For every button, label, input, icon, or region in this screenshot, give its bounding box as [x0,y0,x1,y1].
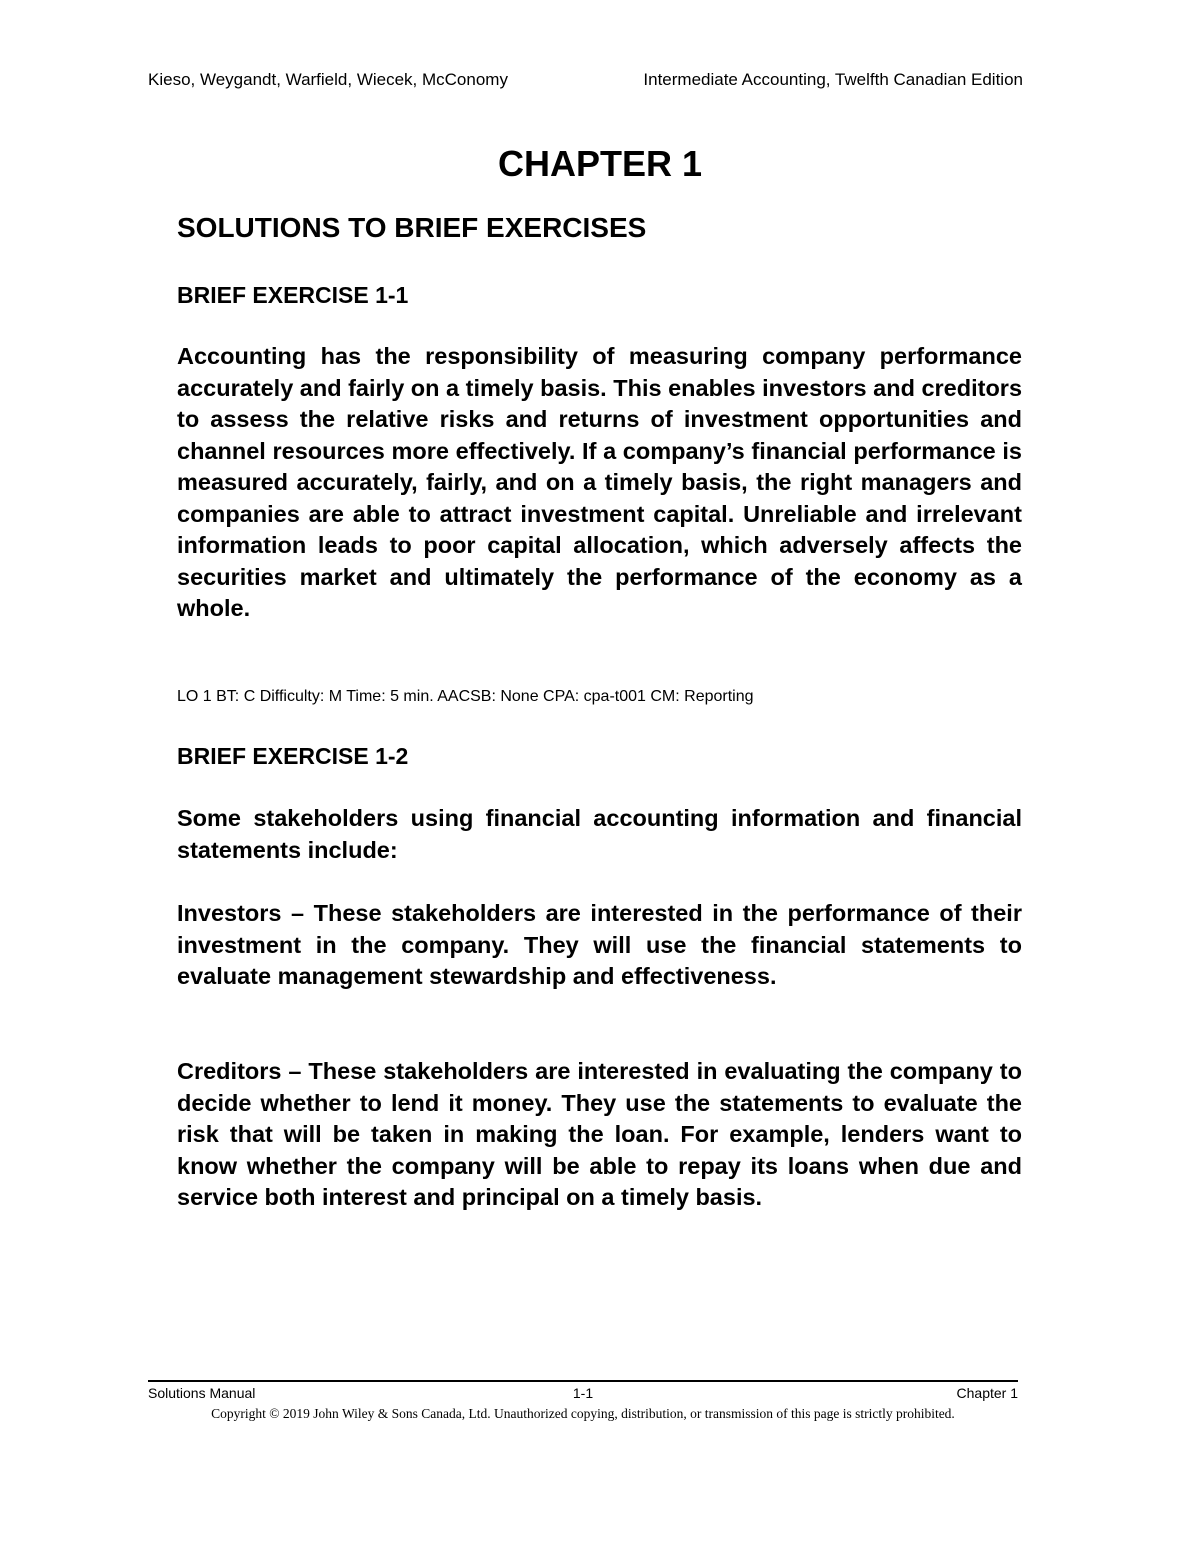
exercise-1-heading: BRIEF EXERCISE 1-1 [177,282,409,308]
exercise-1-meta: LO 1 BT: C Difficulty: M Time: 5 min. AACSB: None CPA: cpa-t001 CM: Reporting [177,688,754,705]
section-title: SOLUTIONS TO BRIEF EXERCISES [177,212,647,243]
copyright-notice: Copyright © 2019 John Wiley & Sons Canada, Ltd. Unauthorized copying, distribution, or transmission of this page is strictly prohibited. [211,1406,955,1421]
exercise-1-body: Accounting has the responsibility of measuring company performance accurately and fairly on a timely basis. This enables investors and creditors to assess the relative risks and returns of investment opportunities and channel resources more effectively. If a company’s financial performance is measured accurately, fairly, and on a timely basis, the right managers and companies are able to attract investment capital. Unreliable and irrelevant information leads to poor capital allocation, which adversely affects the securities market and ultimately the performance of the economy as a whole. [177,343,1023,621]
chapter-title: CHAPTER 1 [497,143,703,184]
exercise-2-creditors: Creditors – These stakeholders are interested in evaluating the company to decide whether to lend it money. They use the statements to evaluate the risk that will be taken in making the loan. For example, lenders want to know whether the company will be able to repay its loans when due and service both interest and principal on a timely basis. [177,1058,1022,1210]
exercise-2-heading: BRIEF EXERCISE 1-2 [177,743,409,769]
footer [148,1385,1018,1403]
header-book-title: Intermediate Accounting, Twelfth Canadian Edition [643,70,1023,89]
footer-left: Solutions Manual [148,1385,256,1401]
footer-right: Chapter 1 [956,1385,1018,1401]
footer-divider [148,1380,1018,1382]
exercise-2-intro: Some stakeholders using financial accounting information and financial statements include: [177,805,1022,863]
header-authors: Kieso, Weygandt, Warfield, Wiecek, McConomy [148,70,508,89]
page-number: 1-1 [572,1385,594,1401]
exercise-2-investors: Investors – These stakeholders are interested in the performance of their investment in the company. They will use the financial statements to evaluate management stewardship and effectiveness. [177,900,1022,989]
